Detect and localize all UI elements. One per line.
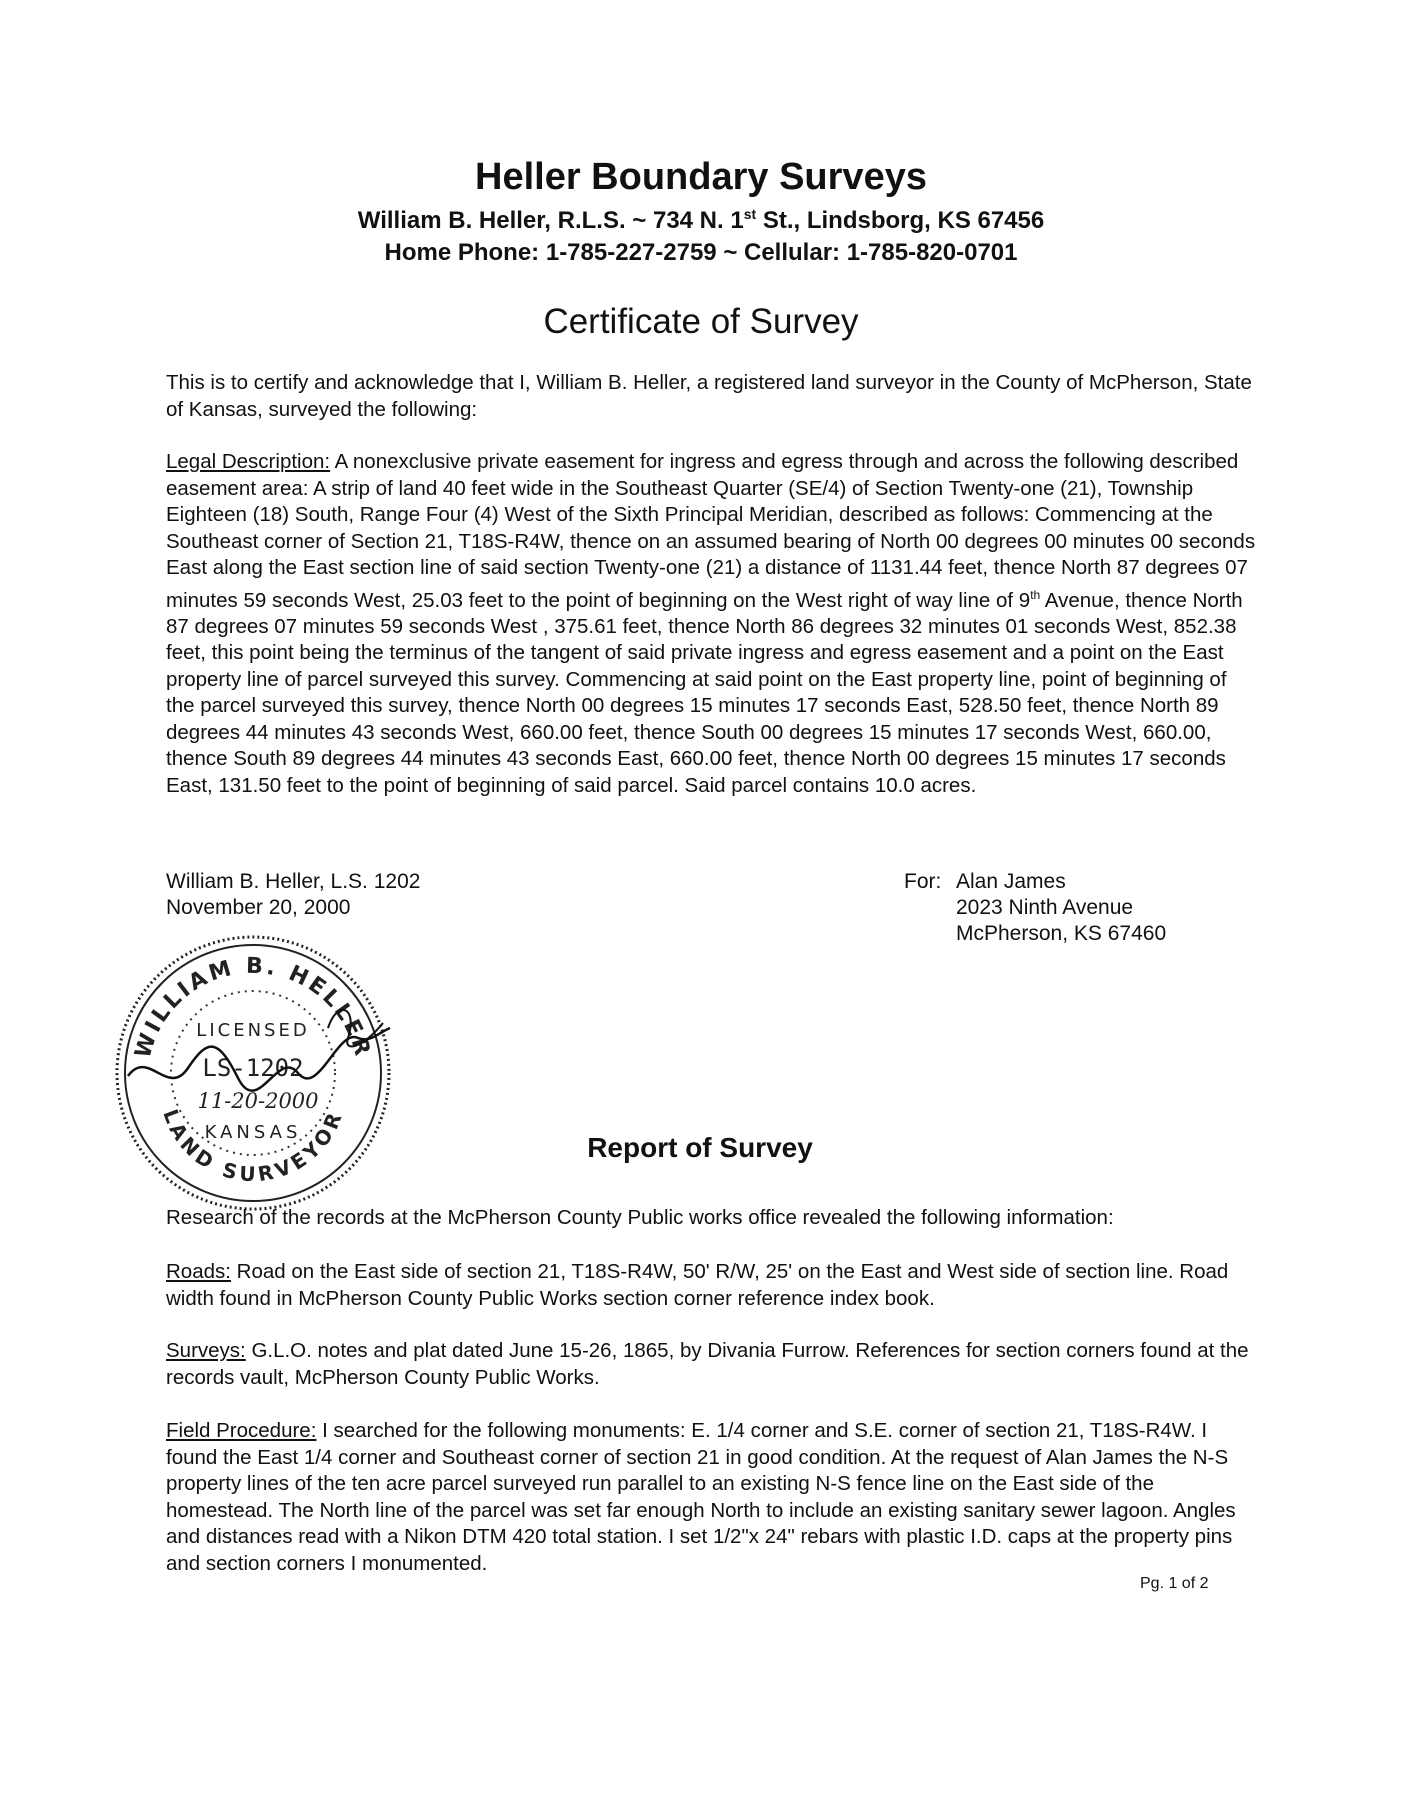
- svg-text:LAND SURVEYOR: LAND SURVEYOR: [158, 1105, 348, 1187]
- page-number: Pg. 1 of 2: [1140, 1575, 1209, 1592]
- svg-text:KANSAS: KANSAS: [204, 1122, 302, 1143]
- address-text-end: St., Lindsborg, KS 67456: [756, 207, 1045, 234]
- company-address: [0, 206, 1402, 235]
- surveys-label: Surveys:: [166, 1339, 246, 1362]
- surveys-text: G.L.O. notes and plat dated June 15-26, 1865, by Divania Furrow. References for section corners found at the records vault, McPherson County Public Works.: [166, 1339, 1249, 1389]
- legal-description-text-cont: Avenue, thence North 87 degrees 07 minutes 59 seconds West , 375.61 feet, thence North 86 degrees 32 minutes 01 seconds West, 852.38 feet, this point being the terminus of the tangent of said private ingress and egress easement and a point on the East property line of parcel surveyed this survey. Commencing at said point on the East property line, point of beginning of the parcel surveyed this survey, thence North 00 degrees 15 minutes 17 seconds East, 528.50 feet, thence North 89 degrees 44 minutes 43 seconds West, 660.00 feet, thence South 00 degrees 15 minutes 17 seconds West, 660.00, thence South 89 degrees 44 minutes 43 seconds East, 660.00 feet, thence North 00 degrees 15 minutes 17 seconds East, 131.50 feet to the point of beginning of said parcel. Said parcel contains 10.0 acres.: [166, 588, 1243, 797]
- client-block: [904, 869, 1166, 947]
- surveyor-seal: [108, 928, 398, 1218]
- roads-paragraph: [166, 1259, 1256, 1312]
- certificate-intro: This is to certify and acknowledge that I, William B. Heller, a registered land surveyor in the County of McPherson, State of Kansas, surveyed the following:: [166, 371, 1252, 421]
- client-street: 2023 Ninth Avenue: [956, 896, 1134, 919]
- client-city: McPherson, KS 67460: [956, 922, 1167, 945]
- client-name: Alan James: [956, 870, 1066, 893]
- field-procedure-text: I searched for the following monuments: E. 1/4 corner and S.E. corner of section 21, T18S-R4W. I found the East 1/4 corner and Southeast corner of section 21 in good condition. At the request of Alan James the N-S property lines of the ten acre parcel surveyed run parallel to an existing N-S fence line on the East side of the homestead. The North line of the parcel was set far enough North to include an existing sanitary sewer lagoon. Angles and distances read with a Nikon DTM 420 total station. I set 1/2"x 24" rebars with plastic I.D. caps at the property pins and section corners I monumented.: [166, 1419, 1236, 1575]
- signature-date: November 20, 2000: [166, 896, 351, 919]
- svg-text:WILLIAM B. HELLER: WILLIAM B. HELLER: [130, 953, 376, 1062]
- svg-text:LICENSED: LICENSED: [196, 1020, 310, 1041]
- field-procedure-label: Field Procedure:: [166, 1419, 317, 1442]
- surveyor-name: William B. Heller, L.S. 1202: [166, 870, 421, 893]
- legal-description-superscript: th: [1030, 587, 1041, 602]
- surveyor-signature-block: [166, 869, 420, 921]
- client-label: For:: [904, 870, 942, 893]
- roads-text: Road on the East side of section 21, T18S-R4W, 50' R/W, 25' on the East and West side of section line. Road width found in McPherson County Public Works section corner reference index book.: [166, 1260, 1229, 1310]
- surveys-paragraph: [166, 1338, 1256, 1391]
- field-procedure-paragraph: [166, 1418, 1256, 1577]
- address-text: William B. Heller, R.L.S. ~ 734 N. 1: [357, 207, 744, 234]
- svg-text:LS-1202: LS-1202: [202, 1054, 304, 1082]
- company-phones: Home Phone: 1-785-227-2759 ~ Cellular: 1-785-820-0701: [384, 239, 1018, 266]
- legal-description-text: A nonexclusive private easement for ingress and egress through and across the following described easement area: A strip of land 40 feet wide in the Southeast Quarter (SE/4) of Section Twenty-one (21), Township Eighteen (18) South, Range Four (4) West of the Sixth Principal Meridian, described as follows: Commencing at the Southeast corner of Section 21, T18S-R4W, thence on an assumed bearing of North 00 degrees 00 minutes 00 seconds East along the East section line of said section Twenty-one (21) a distance of 1131.44 feet, thence North 87 degrees 07 minutes 59 seconds West, 25.03 feet to the point of beginning on the West right of way line of 9: [166, 450, 1256, 612]
- legal-description-label: Legal Description:: [166, 450, 331, 473]
- company-name: Heller Boundary Surveys: [475, 156, 927, 198]
- svg-text:11-20-2000: 11-20-2000: [197, 1089, 319, 1113]
- report-title: Report of Survey: [587, 1132, 813, 1163]
- address-superscript: st: [743, 206, 757, 222]
- certificate-title: Certificate of Survey: [543, 302, 859, 341]
- research-intro: Research of the records at the McPherson County Public works office revealed the following information:: [166, 1206, 1114, 1229]
- roads-label: Roads:: [166, 1260, 231, 1283]
- legal-description: [166, 449, 1256, 799]
